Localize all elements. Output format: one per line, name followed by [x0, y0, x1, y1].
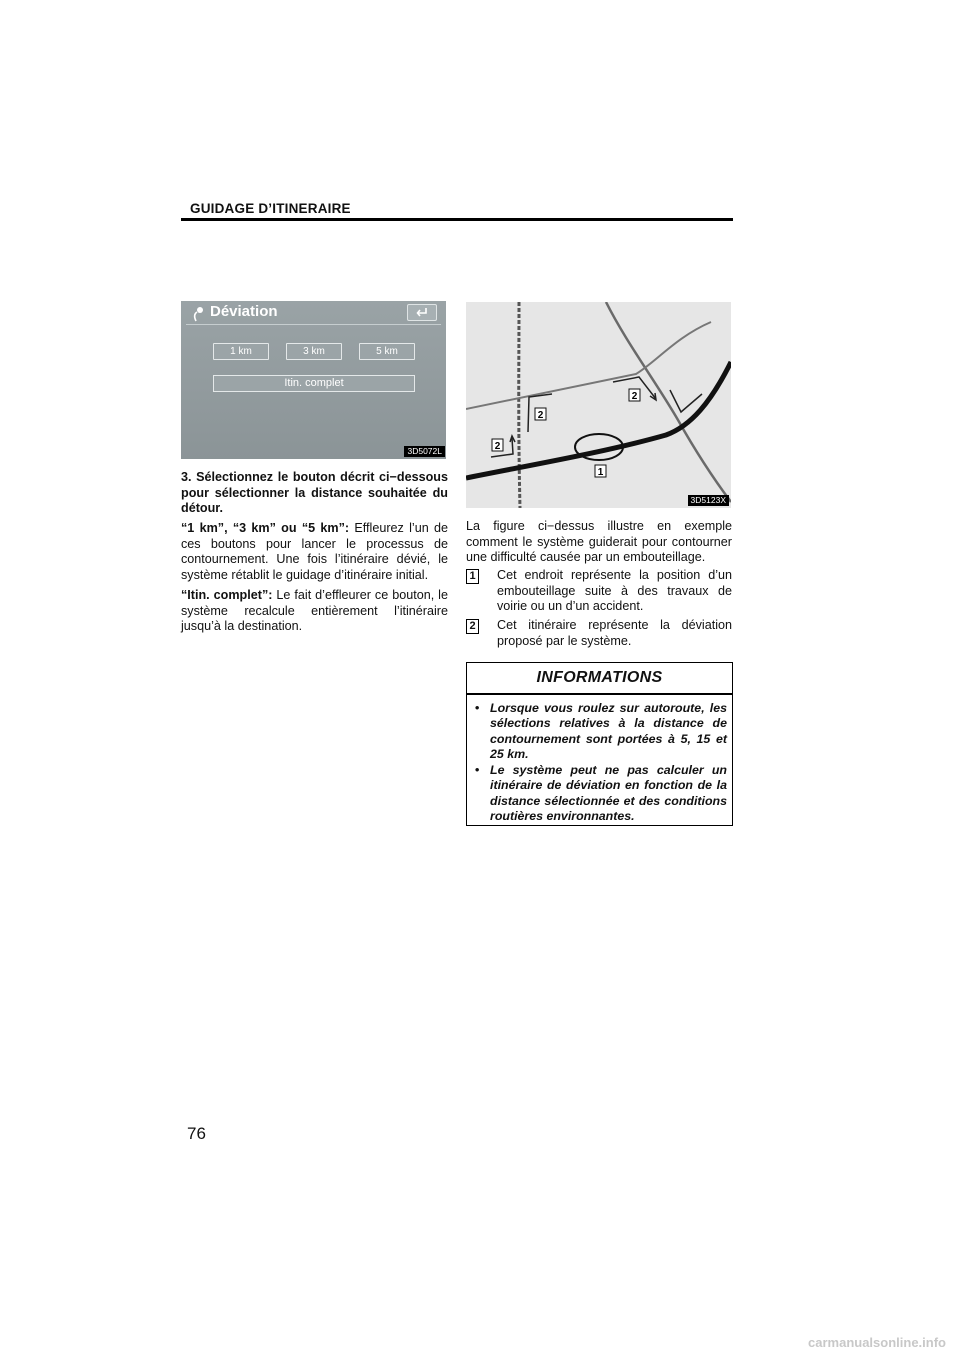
figure-code: 3D5072L [404, 446, 445, 457]
legend-badge-1: 1 [466, 569, 479, 584]
itin-text: Le fait d’effleurer ce bouton, le système recalcule entièrement l’itinéraire jusqu’à la destination. [181, 588, 448, 633]
map-drawing [466, 302, 731, 508]
return-arrow-icon [416, 307, 428, 317]
full-route-button[interactable]: Itin. complet [213, 375, 415, 392]
map-label-2-left: 2 [494, 441, 501, 452]
screen-title: Déviation [210, 303, 278, 320]
itin-term: “Itin. complet”: [181, 588, 273, 602]
info-bullet-2 [475, 763, 727, 824]
section-title: GUIDAGE D’ITINERAIRE [190, 201, 351, 216]
deviation-screen-image [181, 301, 446, 459]
title-divider [186, 324, 441, 325]
bullet-icon: • [475, 763, 480, 777]
map-figure-code: 3D5123X [688, 495, 729, 506]
page-number: 76 [187, 1124, 206, 1143]
info-bullet-text-1: Lorsque vous roulez sur autoroute, les sélections relatives à la distance de contournement sont portées à 5, 15 et 25 km. [490, 701, 727, 761]
distance-button-5km[interactable]: 5 km [359, 343, 415, 360]
bullet-icon: • [475, 701, 480, 715]
km-buttons-description [181, 521, 448, 583]
map-caption: La figure ci−dessus illustre en exemple comment le système guiderait pour contourner une difficulté causée par un embouteillage. [466, 519, 732, 564]
map-label-1: 1 [597, 467, 604, 478]
full-route-description [181, 588, 448, 635]
detour-map-image [466, 302, 731, 508]
km-text: Effleurez l’un de ces boutons pour lancer le processus de contournement. Une fois l’itinéraire dévié, le système rétablit le guidage d’itinéraire initial. [181, 521, 448, 582]
info-title: INFORMATIONS [536, 669, 663, 686]
map-label-2-right: 2 [631, 391, 638, 402]
distance-button-3km[interactable]: 3 km [286, 343, 342, 360]
legend-text-2: Cet itinéraire représente la déviation proposé par le système. [497, 618, 732, 648]
legend-badge-2: 2 [466, 619, 479, 634]
km-term: “1 km”, “3 km” ou “5 km”: [181, 521, 350, 535]
watermark: carmanualsonline.info [808, 1335, 946, 1350]
step-instruction: 3. Sélectionnez le bouton décrit ci−dessous pour sélectionner la distance souhaitée du détour. [181, 470, 448, 515]
info-bullet-text-2: Le système peut ne pas calculer un itinéraire de déviation en fonction de la distance sélectionnée et des conditions routières environnantes. [490, 763, 727, 823]
distance-button-1km[interactable]: 1 km [213, 343, 269, 360]
legend-text-1: Cet endroit représente la position d’un embouteillage suite à des travaux de voirie ou un d’un accident. [497, 568, 732, 613]
info-bullet-1 [475, 701, 727, 762]
info-box [466, 662, 733, 826]
map-label-2-middle: 2 [537, 410, 544, 421]
back-button[interactable] [407, 304, 437, 321]
info-divider [467, 693, 732, 695]
navigation-icon [191, 306, 205, 322]
header-rule [181, 218, 733, 221]
